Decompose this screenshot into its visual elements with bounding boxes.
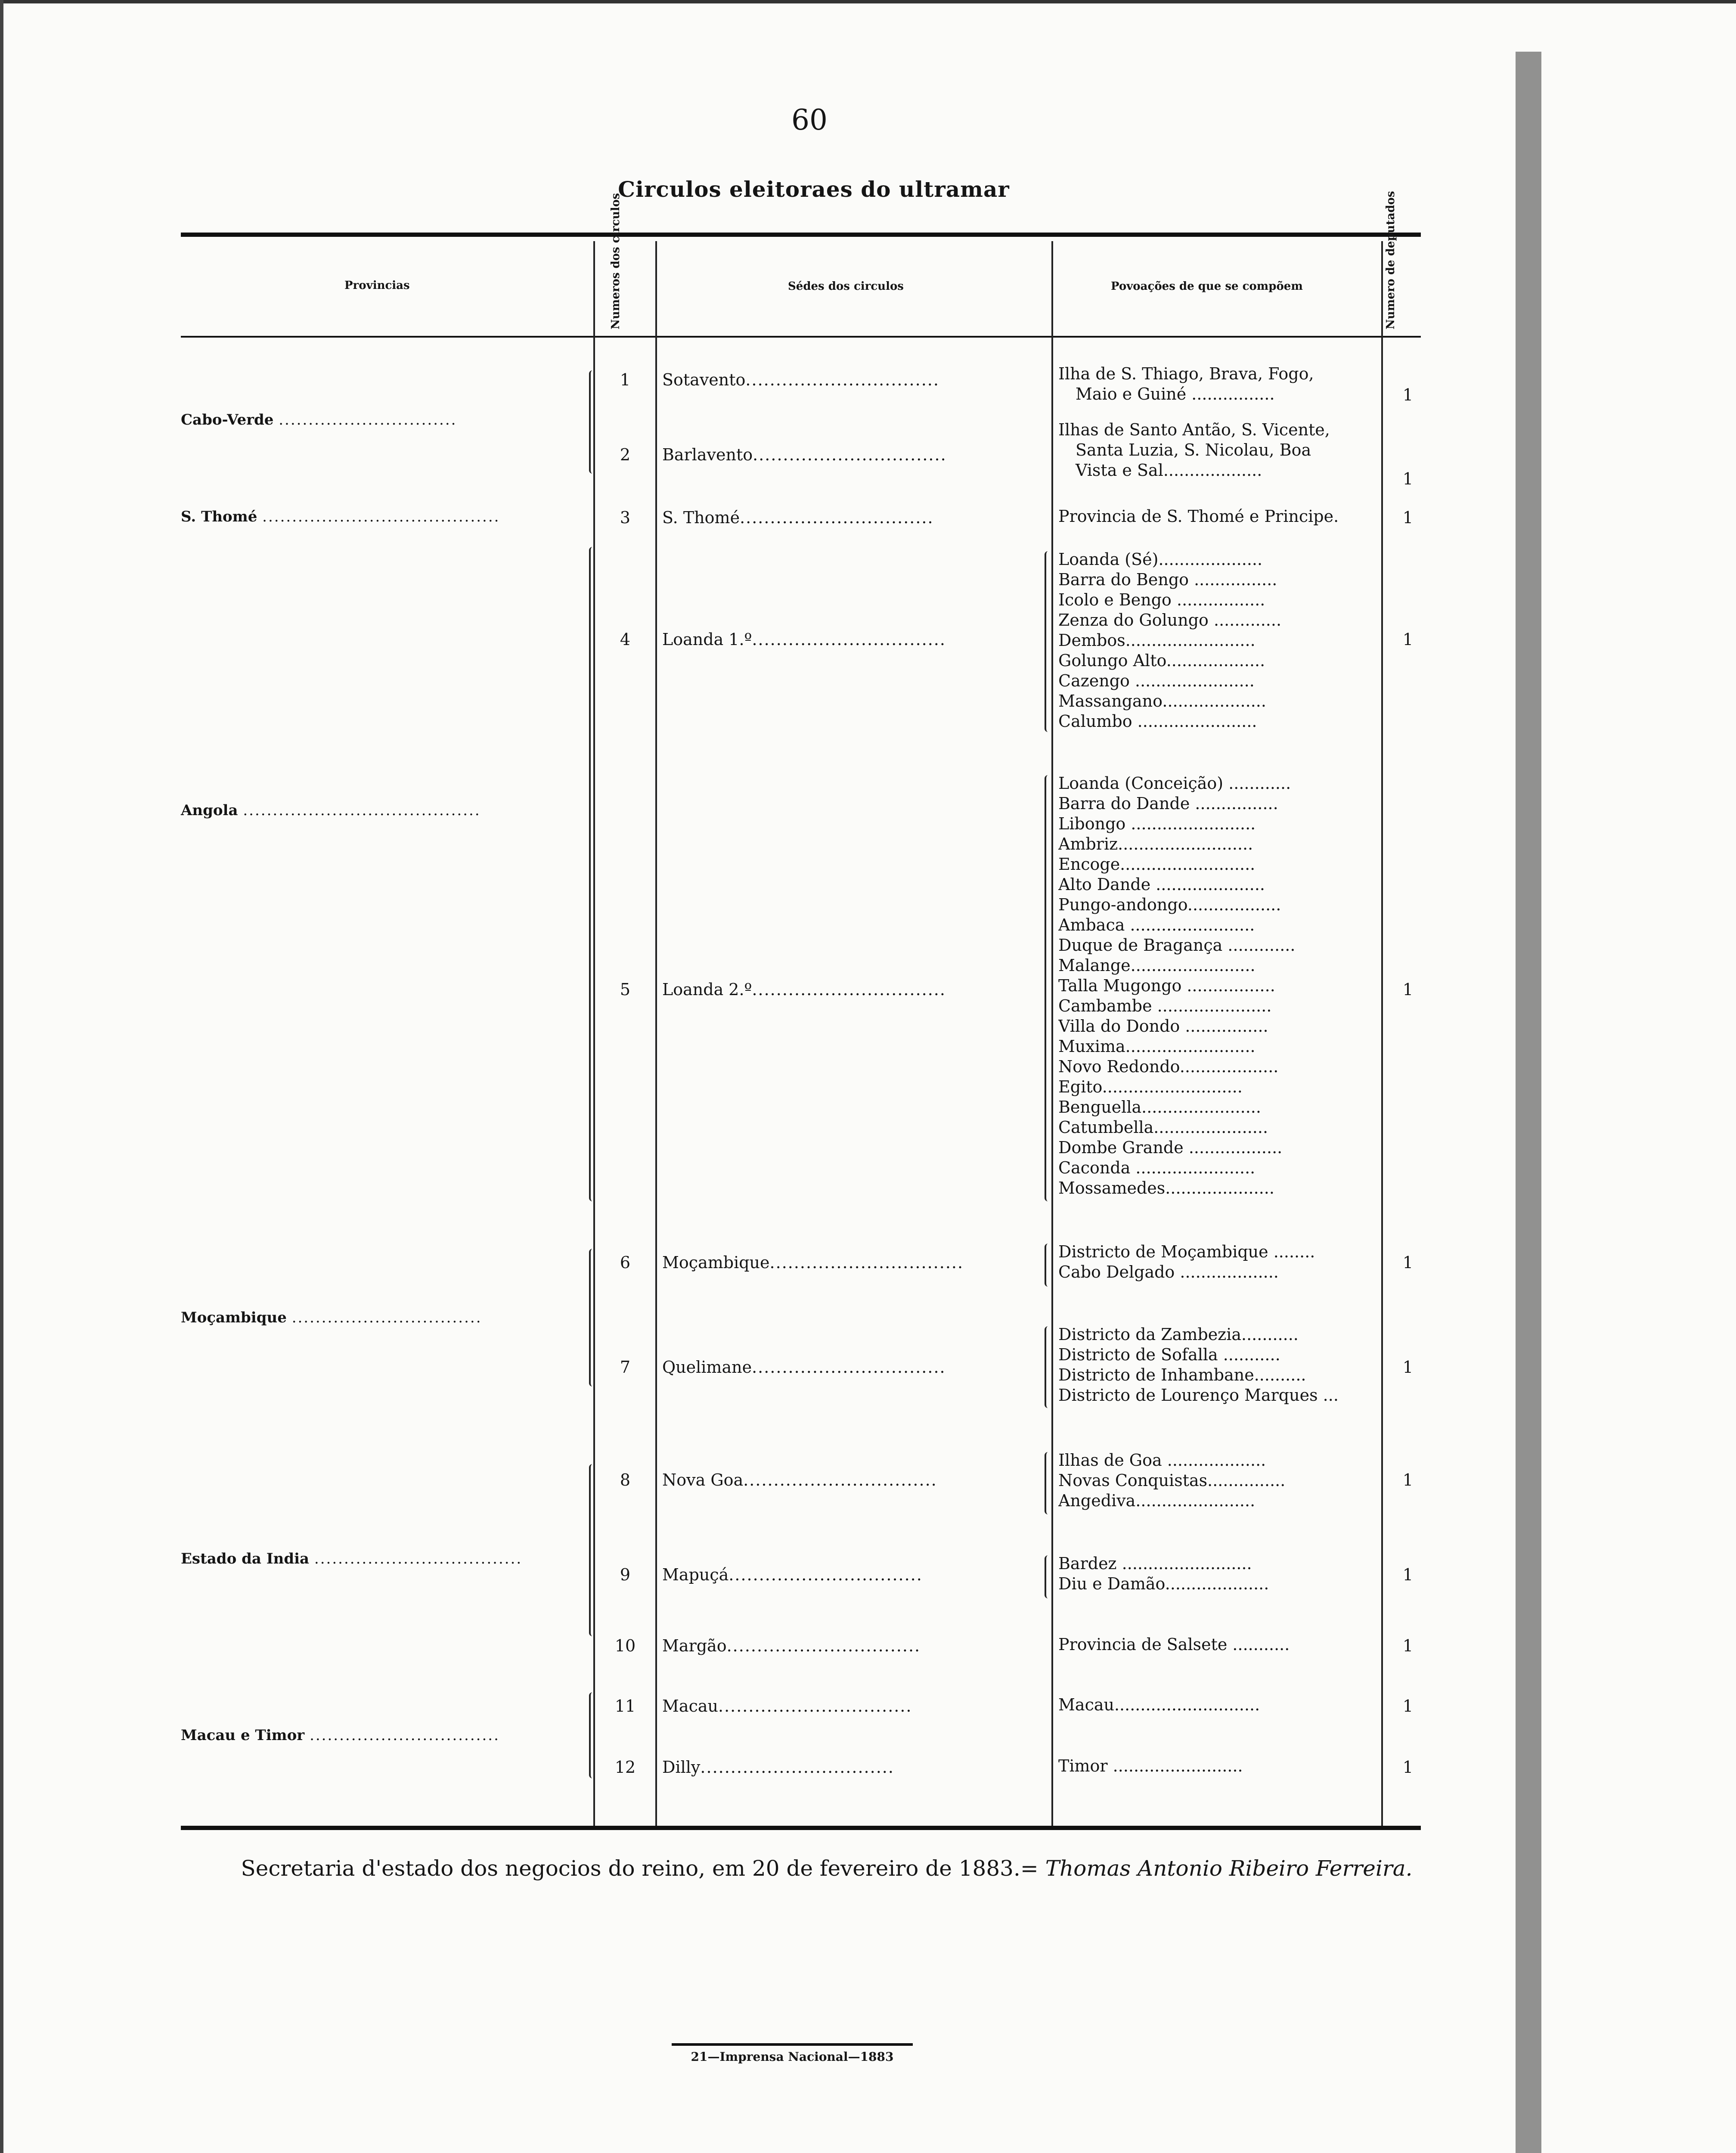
circle-seat: Sotavento................................: [662, 370, 939, 389]
scan-edge-right: [1516, 52, 1541, 2153]
header-bottom-rule: [181, 336, 1421, 338]
deputy-count: 1: [1402, 1758, 1414, 1777]
province-mocambique: Moçambique ................................: [181, 1309, 482, 1326]
places-brace: [1045, 775, 1051, 1201]
province-macau-e-timor: Macau e Timor ................................: [181, 1727, 500, 1744]
circle-seat: S. Thomé................................: [662, 508, 934, 527]
header-sedes: Sédes dos circulos: [788, 280, 904, 293]
circle-number: 7: [620, 1358, 631, 1377]
col-divider-2: [655, 241, 657, 1826]
circle-seat: Macau................................: [662, 1697, 912, 1716]
circle-places: Provincia de Salsete ...........: [1058, 1635, 1290, 1654]
header-numeros: Numeros dos circulos: [609, 193, 622, 329]
deputy-count: 1: [1402, 1636, 1414, 1655]
brace-cabo-verde: [589, 370, 595, 474]
circle-places: Ilha de S. Thiago, Brava, Fogo, Maio e Guiné ................: [1058, 364, 1314, 403]
footer-signature-line: Secretaria d'estado dos negocios do reino, em 20 de fevereiro de 1883.= Thomas Antonio Ribeiro Ferreira.: [241, 1856, 1413, 1881]
places-brace: [1045, 1452, 1051, 1514]
scan-edge-top: [0, 0, 1736, 3]
deputy-count: 1: [1402, 385, 1414, 404]
table-top-rule: [181, 233, 1421, 237]
page-number: 60: [791, 103, 828, 137]
deputy-count: 1: [1402, 1697, 1414, 1716]
col-divider-3: [1051, 241, 1053, 1826]
brace-mocambique: [589, 1249, 595, 1387]
brace-angola: [589, 547, 595, 1201]
deputy-count: 1: [1402, 1358, 1414, 1377]
imprint: 21—Imprensa Nacional—1883: [691, 2050, 894, 2064]
circle-number: 1: [620, 370, 631, 389]
places-brace: [1045, 551, 1051, 732]
circle-number: 12: [614, 1758, 636, 1777]
header-deputados: Numero de deputados: [1384, 191, 1397, 329]
province-angola: Angola ........................................: [181, 802, 481, 819]
circle-number: 6: [620, 1253, 631, 1272]
circle-places: Bardez ......................... Diu e Damão....................: [1058, 1554, 1269, 1593]
circle-number: 10: [614, 1636, 636, 1655]
circle-number: 5: [620, 980, 631, 999]
circle-places: Ilhas de Goa ................... Novas Conquistas............... Angediva.......................: [1058, 1451, 1286, 1510]
province-estado-da-india: Estado da India ...................................: [181, 1550, 523, 1567]
header-provincias: Provincias: [344, 279, 410, 292]
circle-seat: Barlavento................................: [662, 445, 947, 464]
province-cabo-verde: Cabo-Verde ..............................: [181, 411, 457, 428]
circle-seat: Loanda 1.º................................: [662, 630, 946, 649]
places-brace: [1045, 1244, 1051, 1287]
circle-number: 9: [620, 1565, 631, 1584]
scan-edge-left: [0, 0, 3, 2153]
header-povoacoes: Povoações de que se compõem: [1111, 280, 1303, 293]
circle-seat: Quelimane................................: [662, 1358, 946, 1377]
circle-seat: Nova Goa................................: [662, 1470, 937, 1489]
deputy-count: 1: [1402, 508, 1414, 527]
province-s-thome: S. Thomé ........................................: [181, 508, 500, 525]
circle-places: Loanda (Sé).................... Barra do Bengo ................ Icolo e Bengo ................. Zenza do Golungo ............. Dembos......................... Golungo Alto................... Cazengo ....................... Massangano.................... Calumbo .......................: [1058, 550, 1282, 731]
brace-india: [589, 1464, 595, 1636]
page-title: Circulos eleitoraes do ultramar: [618, 177, 1010, 202]
circle-places: Districto de Moçambique ........ Cabo Delgado ...................: [1058, 1242, 1315, 1281]
circle-places: Districto da Zambezia........... Districto de Sofalla ........... Districto de Inhambane.......... Districto de Lourenço Marques ...: [1058, 1325, 1339, 1405]
circle-places: Timor .........................: [1058, 1756, 1243, 1775]
circle-seat: Margão................................: [662, 1636, 921, 1655]
deputy-count: 1: [1402, 1253, 1414, 1272]
circle-number: 8: [620, 1470, 631, 1489]
circle-seat: Dilly................................: [662, 1758, 894, 1777]
circle-places: Loanda (Conceição) ............ Barra do Dande ................ Libongo ........................ Ambriz.......................... Encoge.......................... Alto Dande ..................... Pungo-andongo.................. Ambaca ........................ Duque de Bragança ............. Malange........................ Talla Mugongo ................. Cambambe ...................... Villa do Dondo ................ Muxima......................... Novo Redondo................... Egito........................... Benguella....................... Catumbella...................... Dombe Grande .................. Caconda ....................... Mossamedes.....................: [1058, 774, 1296, 1197]
deputy-count: 1: [1402, 1470, 1414, 1489]
col-divider-4: [1381, 241, 1383, 1826]
places-brace: [1045, 1555, 1051, 1598]
brace-macau-timor: [589, 1692, 595, 1778]
deputy-count: 1: [1402, 469, 1414, 488]
imprint-rule: [672, 2043, 913, 2046]
circle-places: Ilhas de Santo Antão, S. Vicente, Santa Luzia, S. Nicolau, Boa Vista e Sal...................: [1058, 420, 1330, 480]
circle-number: 2: [620, 445, 631, 464]
circle-seat: Mapuçá................................: [662, 1565, 923, 1584]
circle-places: Macau............................: [1058, 1695, 1260, 1714]
circle-seat: Loanda 2.º................................: [662, 980, 946, 999]
circle-seat: Moçambique................................: [662, 1253, 964, 1272]
deputy-count: 1: [1402, 980, 1414, 999]
circle-number: 11: [614, 1697, 636, 1716]
table-bottom-rule: [181, 1826, 1421, 1830]
circle-number: 3: [620, 508, 631, 527]
circle-number: 4: [620, 630, 631, 649]
circle-places: Provincia de S. Thomé e Principe.: [1058, 507, 1339, 526]
deputy-count: 1: [1402, 1565, 1414, 1584]
deputy-count: 1: [1402, 630, 1414, 649]
places-brace: [1045, 1326, 1051, 1408]
